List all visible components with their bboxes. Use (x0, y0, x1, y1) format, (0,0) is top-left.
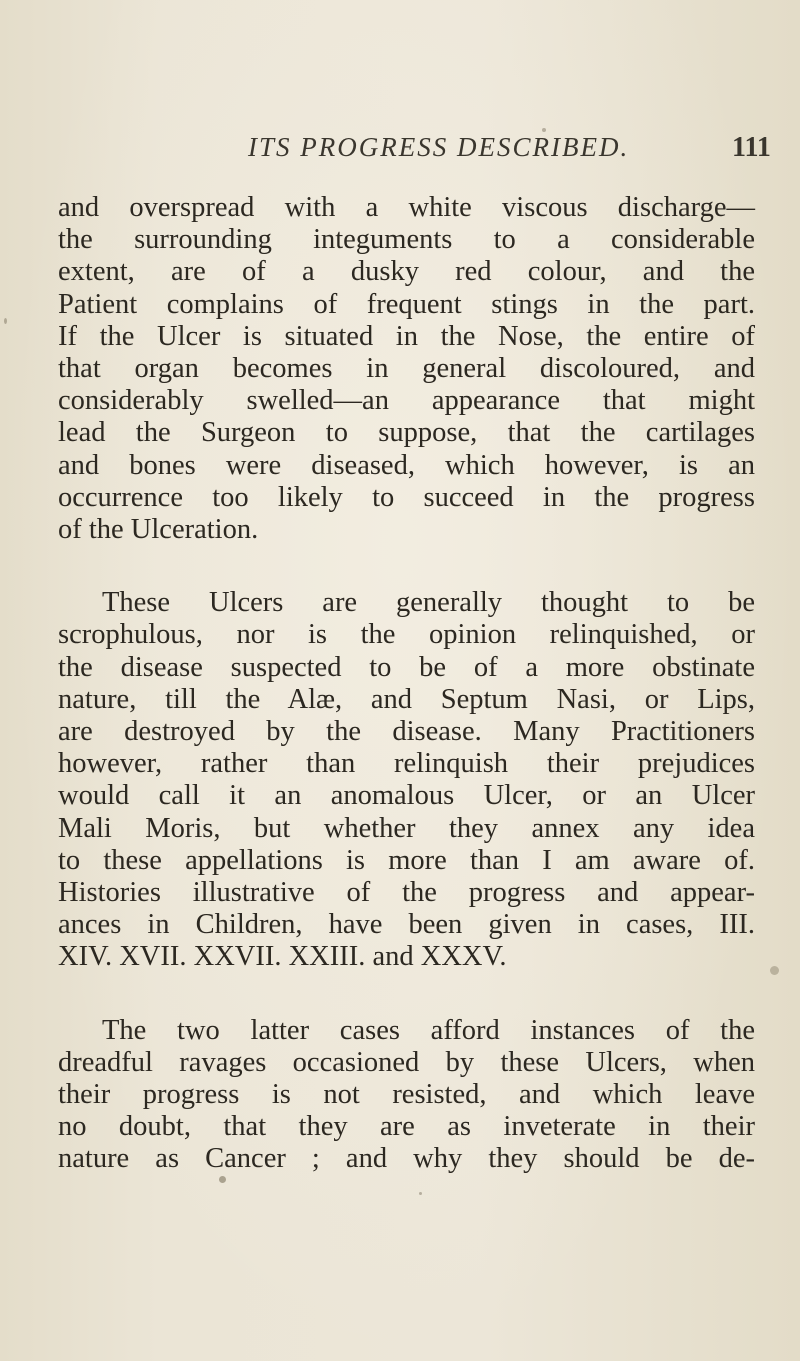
paragraph-2 (58, 587, 755, 973)
text-line: of the Ulceration. (58, 514, 259, 546)
page-header (0, 132, 800, 172)
text-line: the surrounding integuments to a considerable (58, 224, 755, 256)
text-line: and bones were diseased, which however, is an (58, 449, 755, 481)
text-line: lead the Surgeon to suppose, that the cartilages (58, 417, 755, 449)
text-line: nature, till the Alæ, and Septum Nasi, or Lips, (58, 683, 755, 715)
text-line: occurrence too likely to succeed in the progress (58, 481, 755, 513)
body-text (58, 192, 755, 1176)
text-line: that organ becomes in general discoloured, and (58, 353, 755, 385)
text-line: Patient complains of frequent stings in the part. (58, 288, 755, 320)
text-line: and overspread with a white viscous discharge— (58, 192, 755, 223)
text-line: no doubt, that they are as inveterate in their (58, 1111, 755, 1143)
text-line: extent, are of a dusky red colour, and the (58, 256, 755, 288)
paragraph-3 (58, 1015, 755, 1176)
text-line: to these appellations is more than I am aware of. (58, 844, 755, 876)
paper-speck (219, 1176, 226, 1183)
text-line: Mali Moris, but whether they annex any idea (58, 812, 755, 844)
text-line: the disease suspected to be of a more obstinate (58, 651, 755, 683)
text-line: their progress is not resisted, and which leave (58, 1079, 755, 1111)
text-line: These Ulcers are generally thought to be (102, 587, 755, 619)
text-line: XIV. XVII. XXVII. XXIII. and XXXV. (58, 941, 507, 973)
paper-speck (542, 128, 546, 132)
text-line: Histories illustrative of the progress and appear- (58, 877, 755, 909)
text-line: however, rather than relinquish their prejudices (58, 748, 755, 780)
text-line: considerably swelled—an appearance that might (58, 385, 755, 417)
text-line: dreadful ravages occasioned by these Ulcers, when (58, 1046, 755, 1078)
page-number: 111 (732, 132, 771, 163)
text-line: would call it an anomalous Ulcer, or an Ulcer (58, 780, 755, 812)
paper-speck (770, 966, 779, 975)
text-line: ances in Children, have been given in cases, III. (58, 909, 755, 941)
text-line: The two latter cases afford instances of the (102, 1014, 755, 1046)
paper-speck (4, 318, 7, 324)
text-line: nature as Cancer ; and why they should be de- (58, 1143, 755, 1175)
paragraph-1 (58, 192, 755, 546)
text-line: are destroyed by the disease. Many Practitioners (58, 716, 755, 748)
text-line: If the Ulcer is situated in the Nose, the entire of (58, 320, 755, 352)
text-line: scrophulous, nor is the opinion relinquished, or (58, 619, 755, 651)
running-title: ITS PROGRESS DESCRIBED. (248, 132, 630, 162)
paper-speck (419, 1192, 422, 1195)
